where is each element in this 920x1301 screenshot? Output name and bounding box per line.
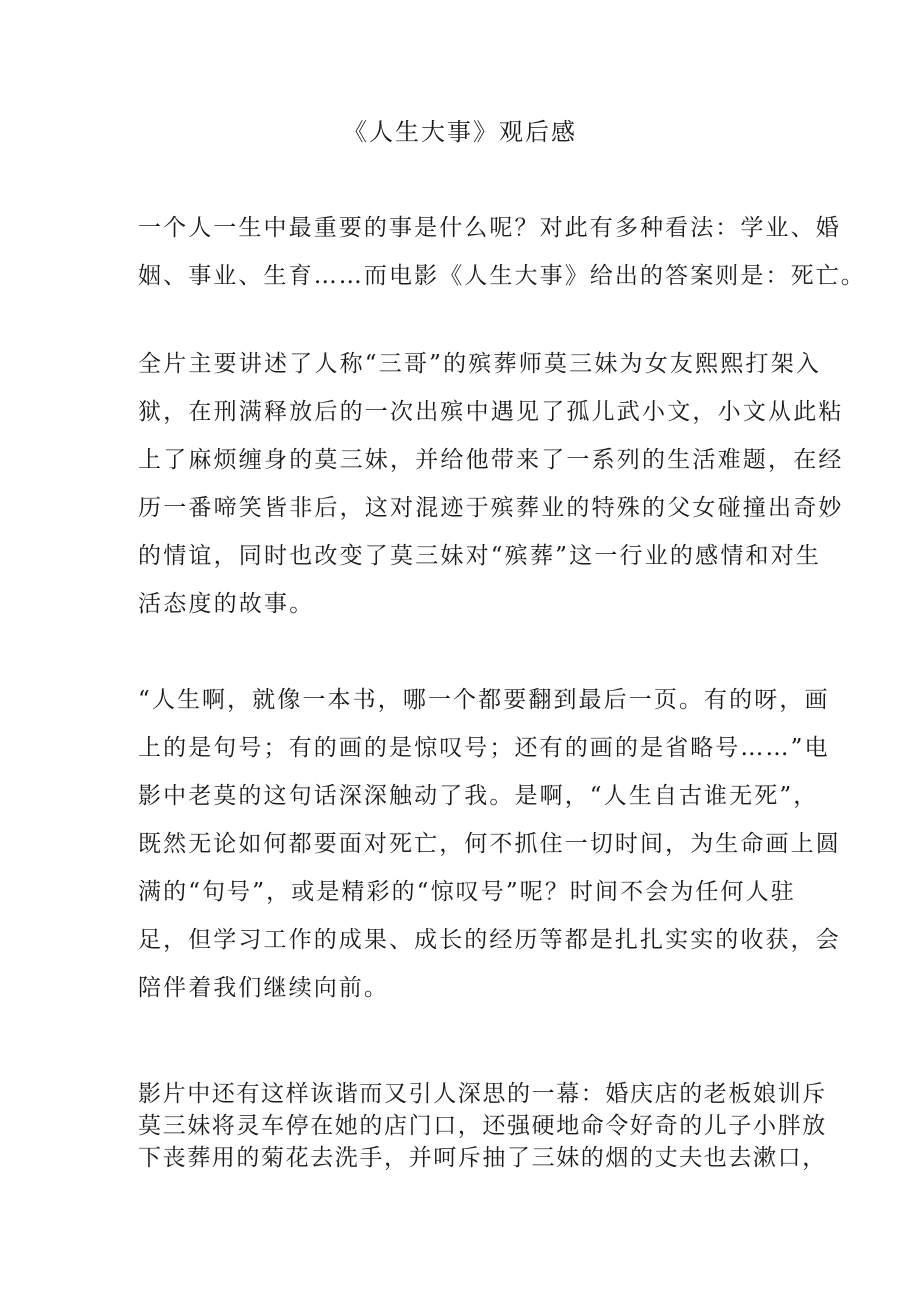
paragraph-line: 一个人一生中最重要的事是什么呢？对此有多种看法：学业、婚 xyxy=(138,215,841,241)
paragraph-line: 既然无论如何都要面对死亡，何不抓住一切时间，为生命画上圆 xyxy=(138,831,841,857)
paragraph-line: 满的“句号”，或是精彩的“惊叹号”呢？时间不会为任何人驻 xyxy=(138,879,796,905)
paragraph-line: 陪伴着我们继续向前。 xyxy=(138,975,389,1001)
paragraph-line: 莫三妹将灵车停在她的店门口，还强硬地命令好奇的儿子小胖放 xyxy=(138,1113,827,1139)
paragraph-3 xyxy=(138,676,841,1012)
document-title: 《人生大事》观后感 xyxy=(343,118,577,146)
paragraph-line: 姻、事业、生育……而电影《人生大事》给出的答案则是：死亡。 xyxy=(138,263,866,289)
paragraph-line: 影片中还有这样诙谐而又引人深思的一幕：婚庆店的老板娘训斥 xyxy=(138,1081,827,1107)
paragraph-line: 全片主要讲述了人称“三哥”的殡葬师莫三妹为女友熙熙打架入 xyxy=(138,351,822,377)
paragraph-line: 上了麻烦缠身的莫三妹，并给他带来了一系列的生活难题，在经 xyxy=(138,447,844,473)
paragraph-line: 历一番啼笑皆非后，这对混迹于殡葬业的特殊的父女碰撞出奇妙 xyxy=(138,495,844,521)
paragraph-line: 影中老莫的这句话深深触动了我。是啊，“人生自古谁无死”， xyxy=(138,783,819,809)
paragraph-line: 足，但学习工作的成果、成长的经历等都是扎扎实实的收获，会 xyxy=(138,927,841,953)
paragraph-2 xyxy=(138,340,844,628)
paragraph-1 xyxy=(138,204,866,300)
paragraph-4 xyxy=(138,1078,827,1174)
paragraph-line: 的情谊，同时也改变了莫三妹对“殡葬”这一行业的感情和对生 xyxy=(138,543,822,569)
paragraph-line: 上的是句号；有的画的是惊叹号；还有的画的是省略号……”电 xyxy=(138,735,830,761)
paragraph-line: 下丧葬用的菊花去洗手，并呵斥抽了三妹的烟的丈夫也去漱口， xyxy=(138,1145,827,1171)
paragraph-line: “人生啊，就像一本书，哪一个都要翻到最后一页。有的呀，画 xyxy=(138,687,830,713)
paragraph-line: 活态度的故事。 xyxy=(138,591,315,617)
paragraph-line: 狱，在刑满释放后的一次出殡中遇见了孤儿武小文，小文从此粘 xyxy=(138,399,844,425)
